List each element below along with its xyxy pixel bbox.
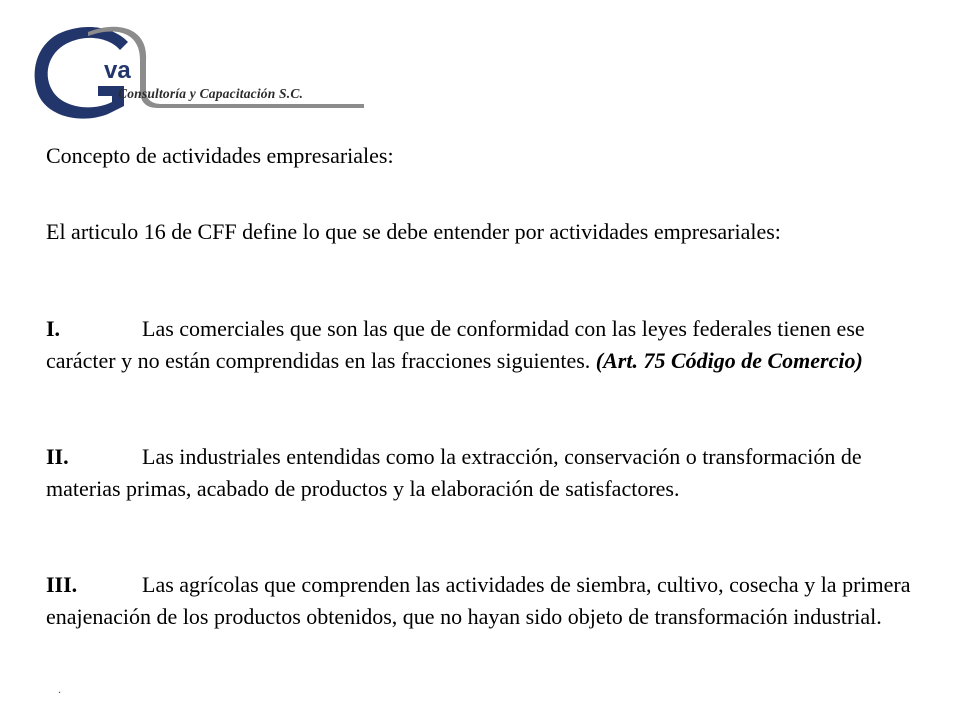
fraction-number: III. — [46, 572, 78, 597]
logo-tagline: Consultoría y Capacitación S.C. — [118, 86, 304, 101]
fraction-ii — [46, 441, 922, 505]
section-heading: Concepto de actividades empresariales: — [46, 143, 394, 168]
fraction-i — [46, 313, 922, 377]
logo-letters: va — [104, 57, 131, 84]
fraction-iii — [46, 569, 922, 633]
fraction-number: I. — [46, 316, 61, 341]
logo-graphic — [28, 20, 373, 130]
intro-paragraph: El articulo 16 de CFF define lo que se debe entender por actividades empresariales: — [46, 219, 781, 244]
fraction-text: Las industriales entendidas como la extracción, conservación o transformación de materias primas, acabado de productos y la elaboración de satisfactores. — [46, 444, 862, 501]
fraction-number: II. — [46, 444, 69, 469]
fraction-text: Las agrícolas que comprenden las actividades de siembra, cultivo, cosecha y la primera enajenación de los productos obtenidos, que no hayan sido objeto de transformación industrial. — [46, 572, 911, 629]
fraction-reference: (Art. 75 Código de Comercio) — [595, 348, 863, 373]
company-logo — [28, 20, 373, 130]
footer-dot: . — [58, 682, 61, 696]
fraction-text: Las comerciales que son las que de conformidad con las leyes federales tienen ese carácter y no están comprendidas en las fracciones siguientes. — [46, 316, 865, 373]
